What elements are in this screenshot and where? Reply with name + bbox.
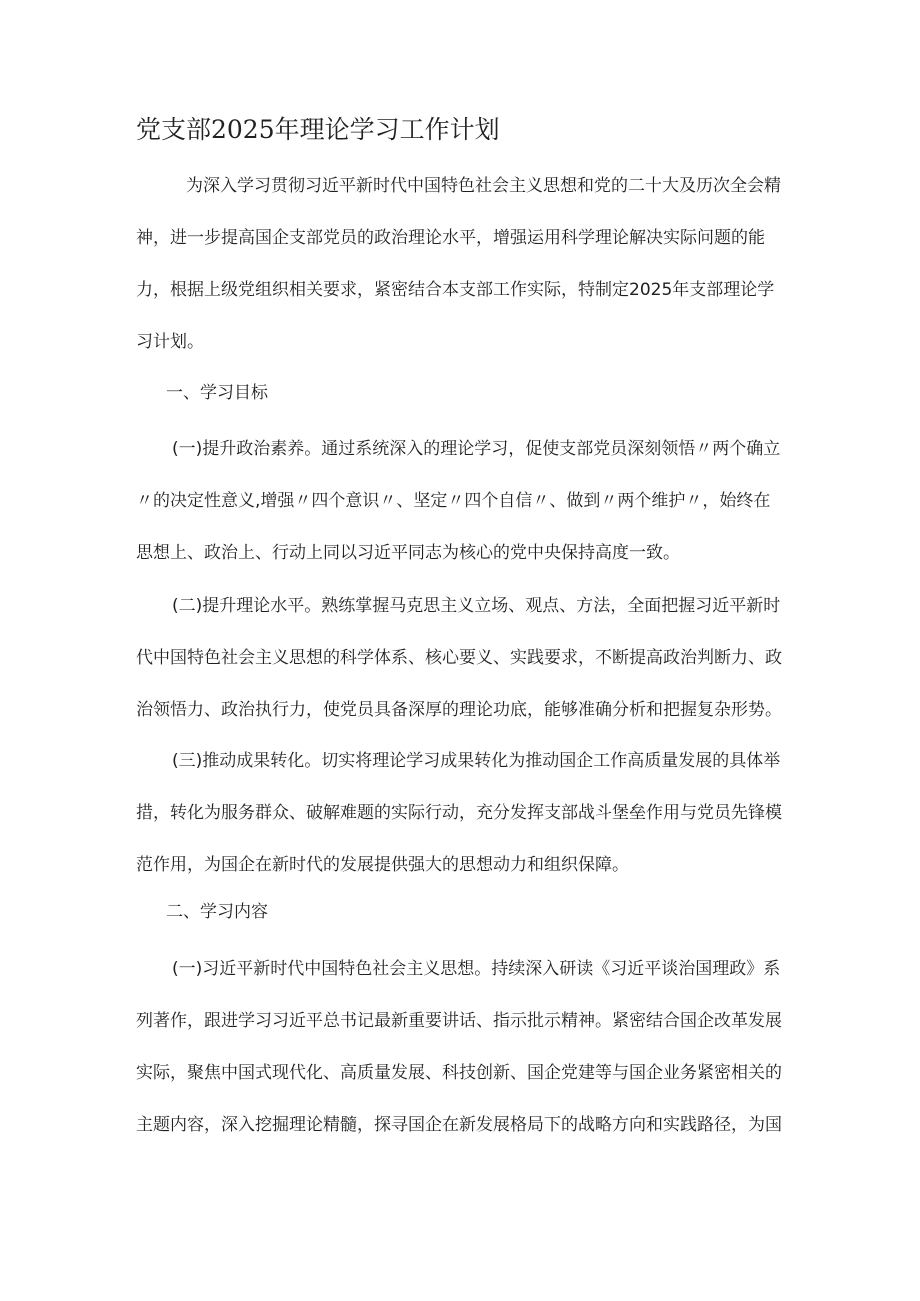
document-title: 党支部2025年理论学习工作计划: [136, 115, 500, 144]
content-paragraph-thought: (一)习近平新时代中国特色社会主义思想。持续深入研读《习近平谈治国理政》系列著作，跟进学习习近平总书记最新重要讲话、指示批示精神。紧密结合国企改革发展实际，聚焦中国式现代化、高质量发展、科技创新、国企党建等与国企业务紧密相关的主题内容，深入挖掘理论精髓，探寻国企在新发展格局下的战略方向和实践路径，为国: [136, 959, 782, 1135]
goal-paragraph-political: (一)提升政治素养。通过系统深入的理论学习，促使支部党员深刻领悟〃两个确立〃的决定性意义,增强〃四个意识〃、坚定〃四个自信〃、做到〃两个维护〃，始终在思想上、政治上、行动上同以习近平同志为核心的党中央保持高度一致。: [136, 439, 781, 563]
section-heading-content: 二、学习内容: [166, 902, 268, 922]
goal-paragraph-results: (三)推动成果转化。切实将理论学习成果转化为推动国企工作高质量发展的具体举措，转化为服务群众、破解难题的实际行动，充分发挥支部战斗堡垒作用与党员先锋模范作用，为国企在新时代的发展提供强大的思想动力和组织保障。: [136, 751, 782, 875]
section-heading-goals: 一、学习目标: [166, 383, 268, 403]
intro-paragraph: 为深入学习贯彻习近平新时代中国特色社会主义思想和党的二十大及历次全会精神，进一步提高国企支部党员的政治理论水平，增强运用科学理论解决实际问题的能力，根据上级党组织相关要求，紧密结合本支部工作实际，特制定2025年支部理论学习计划。: [136, 176, 781, 352]
goal-paragraph-theory: (二)提升理论水平。熟练掌握马克思主义立场、观点、方法，全面把握习近平新时代中国特色社会主义思想的科学体系、核心要义、实践要求，不断提高政治判断力、政治领悟力、政治执行力，使党员具备深厚的理论功底，能够准确分析和把握复杂形势。: [136, 596, 782, 720]
